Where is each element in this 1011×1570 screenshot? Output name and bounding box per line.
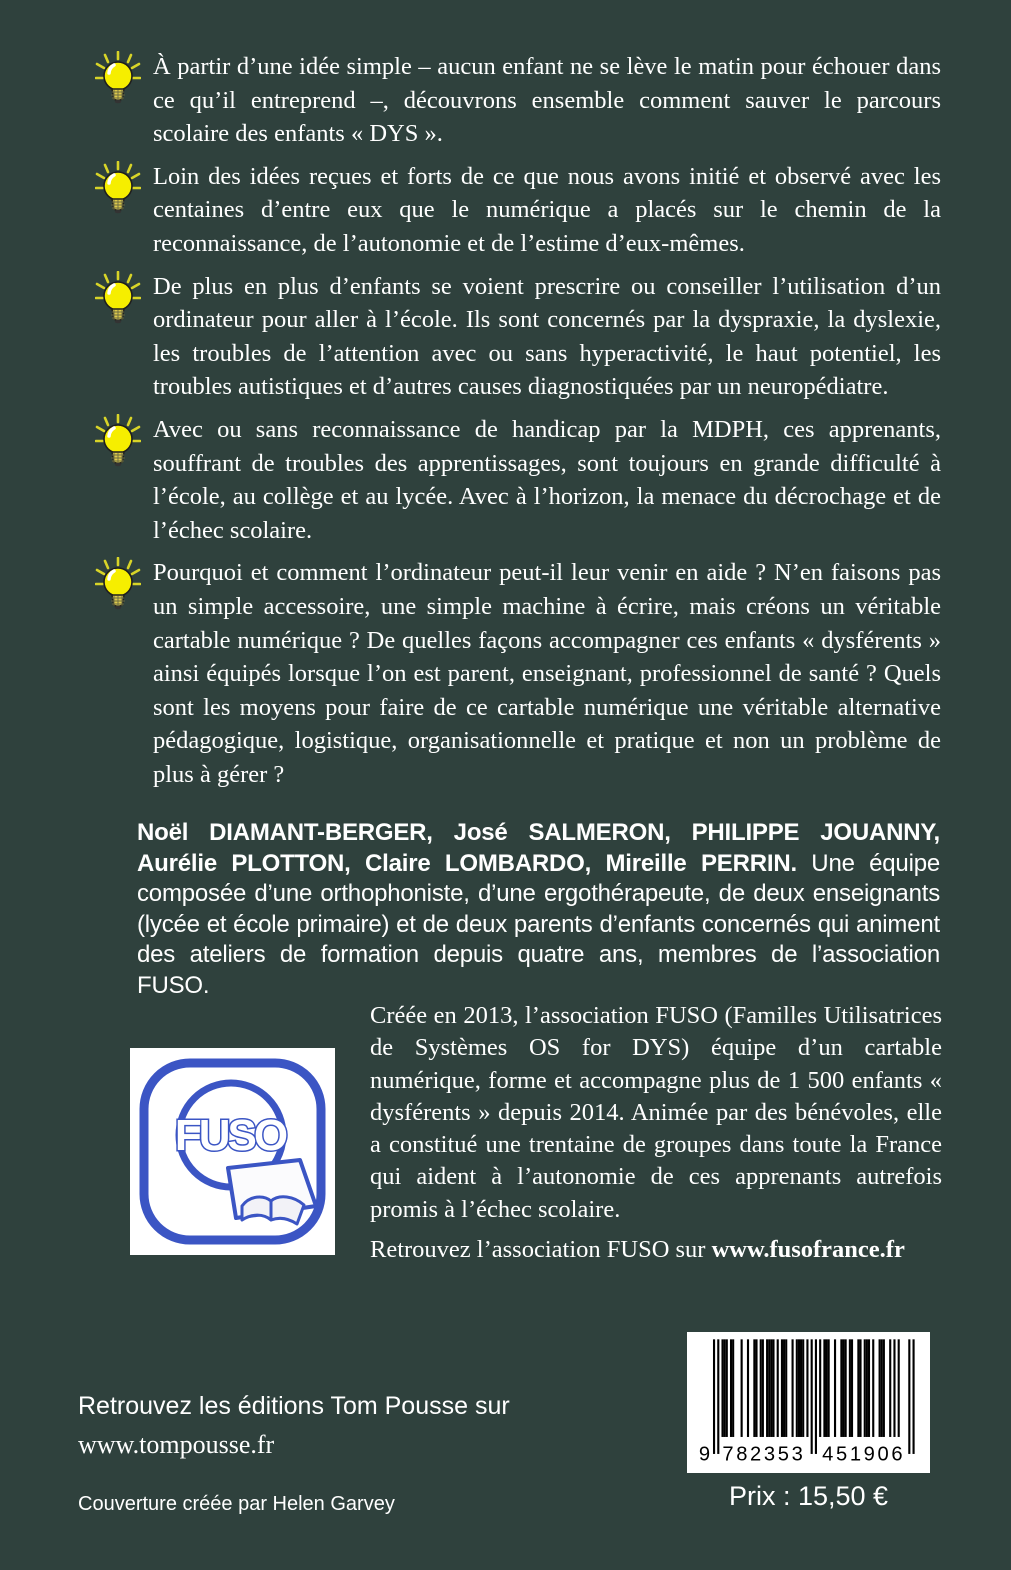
bullet-text: Loin des idées reçues et forts de ce que nous avons initié et observé avec les centaines d’entre eux que le numérique a placés sur le chemin de la reconnaissance, de l’autonomie et de l’estime d’eux-mêmes. xyxy=(153,162,941,257)
svg-text:782353: 782353 xyxy=(722,1442,806,1465)
bullet-text: Pourquoi et comment l’ordinateur peut-il leur venir en aide ? N’en faisons pas un simple accessoire, une simple machine à écrire, mais créons un véritable cartable numérique ? De quelles façons accompagner ces enfants « dysférents » ainsi équipés lorsque l’on est parent, enseignant, professionnel de santé ? Quels sont les moyens pour faire de ce cartable numérique une véritable alternative pédagogique, logistique, organisationnelle et pratique et non un problème de plus à gérer ? xyxy=(153,559,941,788)
fuso-logo-text: FUSO xyxy=(174,1111,286,1160)
barcode xyxy=(696,1335,921,1471)
bullet-text: À partir d’une idée simple – aucun enfant ne se lève le matin pour échouer dans ce qu’il entreprend –, découvrons ensemble comment sauver le parcours scolaire des enfants « DYS ». xyxy=(153,53,941,148)
fuso-section xyxy=(370,1000,942,1264)
authors-description: Une équipe composée d’une orthophoniste, d’une ergothérapeute, de deux enseignants (lycée et école primaire) et de deux parents d’enfants concernés qui animent des ateliers de formation depuis quatre ans, membres de l’association FUSO. xyxy=(137,849,940,999)
bullet-item xyxy=(95,413,941,547)
barcode-box xyxy=(687,1332,930,1473)
svg-text:451906: 451906 xyxy=(822,1442,906,1465)
lightbulb-icon xyxy=(95,557,141,621)
author-names: Noël DIAMANT-BERGER, José SALMERON, PHILIPPE JOUANNY, Aurélie PLOTTON, Claire LOMBARDO, Mireille PERRIN. xyxy=(137,819,940,877)
cover-credit: Couverture créée par Helen Garvey xyxy=(78,1493,395,1515)
svg-text:9: 9 xyxy=(698,1442,711,1465)
lightbulb-icon xyxy=(95,414,141,478)
bullet-item xyxy=(95,50,941,151)
lightbulb-icon xyxy=(95,161,141,225)
publisher-url: www.tompousse.fr xyxy=(78,1430,275,1459)
bullet-item xyxy=(95,270,941,404)
bullet-item xyxy=(95,556,941,791)
fuso-logo xyxy=(130,1048,335,1255)
bullet-text: De plus en plus d’enfants se voient prescrire ou conseiller l’utilisation d’un ordinateur pour aller à l’école. Ils sont concernés par la dyspraxie, la dyslexie, les troubles de l’attention avec ou sans hyperactivité, le haut potentiel, les troubles autistiques et d’autres causes diagnostiquées par un neuropédiatre. xyxy=(153,272,941,401)
fuso-url: www.fusofrance.fr xyxy=(711,1236,905,1264)
lightbulb-icon xyxy=(95,51,141,115)
authors-paragraph xyxy=(137,818,940,1002)
fuso-link-prefix: Retrouvez l’association FUSO sur xyxy=(370,1236,712,1264)
bullet-item xyxy=(95,160,941,261)
fuso-description: Créée en 2013, l’association FUSO (Familles Utilisatrices de Systèmes OS for DYS) équipe d’un cartable numérique, forme et accompagne plus de 1 500 enfants « dysférents » depuis 2014. Animée par des bénévoles, elle a constitué une trentaine de groupes dans toute la France qui aident à l’autonomie de ces apprenants autrefois promis à l’échec scolaire. xyxy=(370,1002,942,1223)
fuso-link-line xyxy=(370,1236,942,1264)
price-label: Prix : 15,50 € xyxy=(728,1481,889,1511)
fuso-logo-graphic xyxy=(130,1048,335,1255)
lightbulb-icon xyxy=(95,271,141,335)
publisher-line: Retrouvez les éditions Tom Pousse sur xyxy=(78,1392,510,1420)
bullet-text: Avec ou sans reconnaissance de handicap par la MDPH, ces apprenants, souffrant de troubles des apprentissages, sont toujours en grande difficulté à l’école, au collège et au lycée. Avec à l’horizon, la menace du décrochage et de l’échec scolaire. xyxy=(153,415,941,544)
intro-bullets xyxy=(95,50,941,800)
